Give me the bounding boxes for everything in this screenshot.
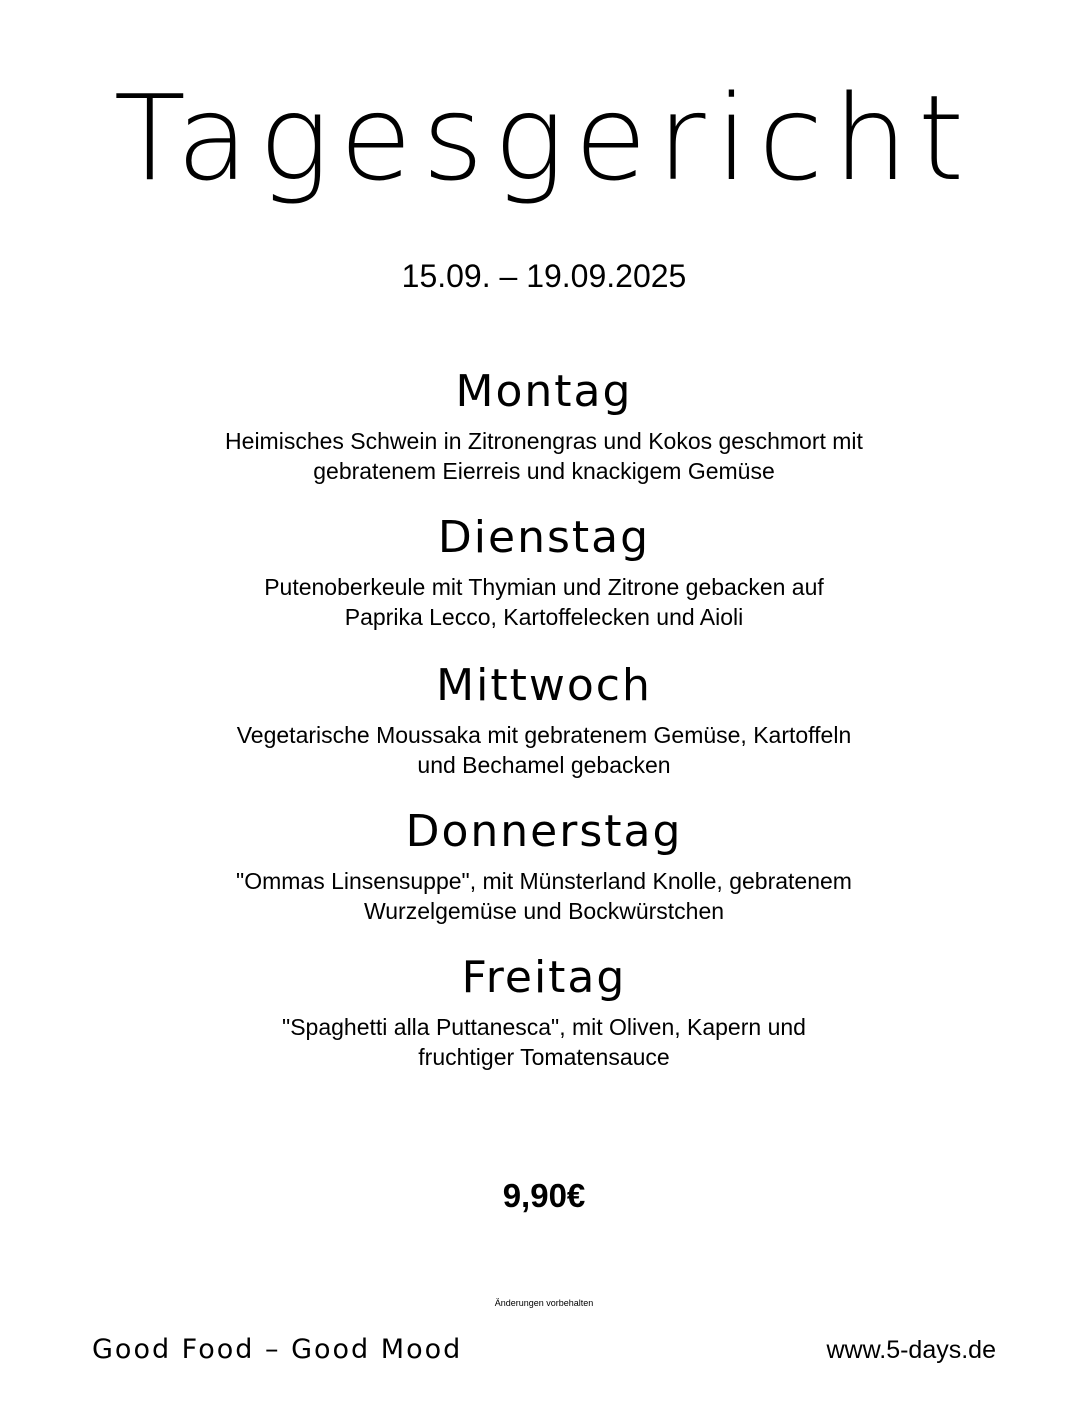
dish-line: Wurzelgemüse und Bockwürstchen bbox=[363, 898, 725, 924]
day-heading: Montag bbox=[455, 366, 633, 417]
day-heading: Donnerstag bbox=[405, 806, 683, 857]
dish-line: gebratenem Eierreis und knackigem Gemüse bbox=[313, 458, 775, 484]
disclaimer-note: Änderungen vorbehalten bbox=[494, 1298, 594, 1308]
day-section-friday bbox=[0, 950, 1088, 1072]
footer-slogan: Good Food – Good Mood bbox=[92, 1334, 463, 1365]
dish-line: Putenoberkeule mit Thymian und Zitrone gebacken auf bbox=[264, 574, 824, 600]
dish-line: Paprika Lecco, Kartoffelecken und Aioli bbox=[344, 604, 744, 630]
price-label: 9,90€ bbox=[502, 1177, 586, 1214]
dish-line: "Spaghetti alla Puttanesca", mit Oliven, Kapern und bbox=[282, 1014, 806, 1040]
day-section-thursday bbox=[0, 804, 1088, 926]
day-heading: Mittwoch bbox=[436, 660, 652, 711]
dish-line: Heimisches Schwein in Zitronengras und Kokos geschmort mit bbox=[225, 428, 863, 454]
date-range: 15.09. – 19.09.2025 bbox=[401, 258, 687, 294]
dish-line: "Ommas Linsensuppe", mit Münsterland Knolle, gebratenem bbox=[236, 868, 852, 894]
day-heading: Dienstag bbox=[437, 512, 651, 563]
dish-line: fruchtiger Tomatensauce bbox=[418, 1044, 670, 1070]
website-link[interactable]: www.5-days.de bbox=[826, 1336, 996, 1364]
day-heading: Freitag bbox=[461, 952, 627, 1003]
day-section-tuesday bbox=[0, 510, 1088, 632]
day-section-monday bbox=[0, 364, 1088, 486]
page-title: Tagesgericht bbox=[113, 69, 975, 207]
dish-line: Vegetarische Moussaka mit gebratenem Gemüse, Kartoffeln bbox=[236, 722, 852, 748]
dish-line: und Bechamel gebacken bbox=[417, 752, 671, 778]
day-section-wednesday bbox=[0, 658, 1088, 780]
